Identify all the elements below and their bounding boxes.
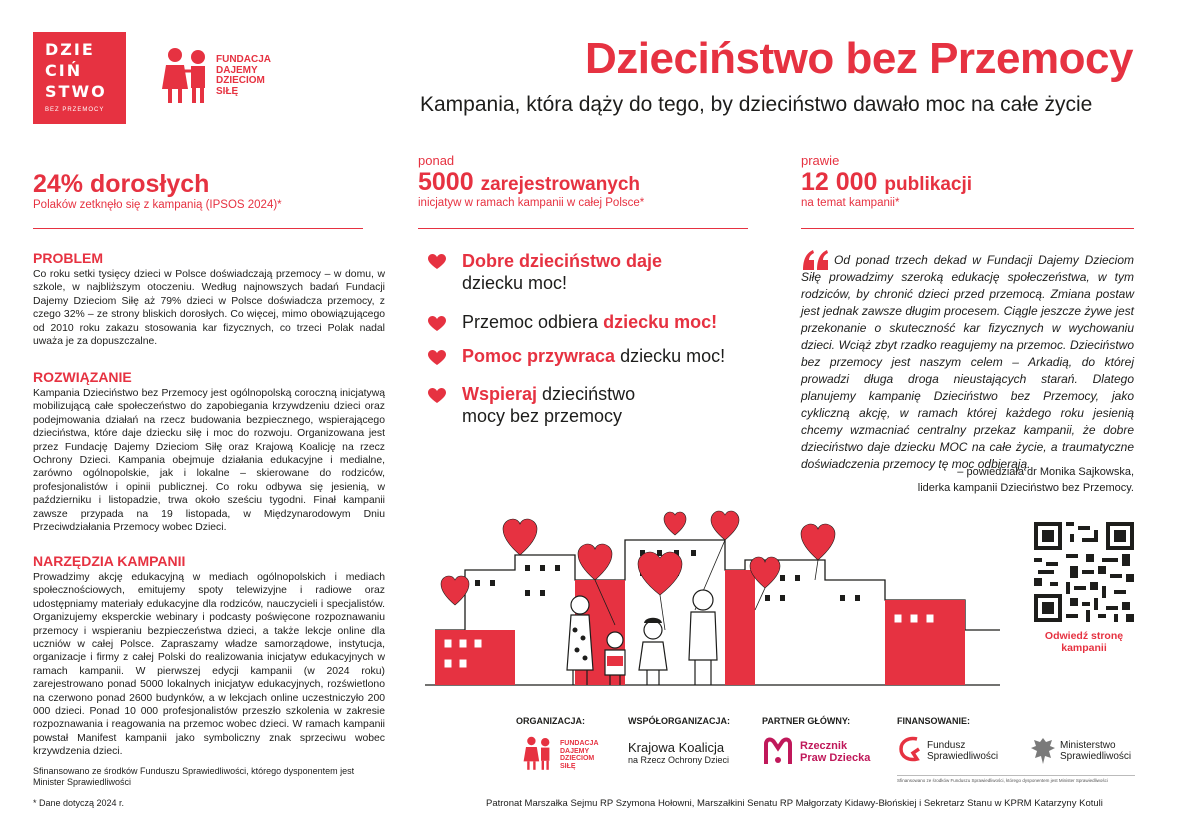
- funding-note: Sfinansowano ze środków Funduszu Sprawiedliwości, którego dysponentem jest Minister Sprawiedliwości: [33, 766, 355, 787]
- qr-caption[interactable]: Odwiedź stronę kampanii: [1044, 630, 1124, 654]
- heart-icon: [428, 388, 446, 404]
- logo-line-1: DZIE: [45, 40, 95, 59]
- eagle-icon: [1030, 736, 1056, 766]
- divider: [897, 775, 1135, 776]
- tools-heading: NARZĘDZIA KAMPANII: [33, 553, 186, 569]
- footnote: * Dane dotyczą 2024 r.: [33, 798, 125, 808]
- stat-description: na temat kampanii*: [801, 197, 900, 209]
- problem-heading: PROBLEM: [33, 250, 103, 266]
- divider: [801, 228, 1134, 229]
- stat-publications: [801, 153, 1131, 209]
- stat-adults: [33, 170, 363, 211]
- slogan-4: Wspieraj dzieciństwo mocy bez przemocy: [462, 384, 636, 426]
- justice-fund-logo: Fundusz Sprawiedliwości: [897, 736, 1007, 770]
- funding-tiny-note: Sfinansowano ze środków Funduszu Sprawiedliwości, którego dysponentem jest Minister Sprawiedliwości: [897, 778, 1108, 783]
- page-title: Dzieciństwo bez Przemocy: [585, 34, 1133, 83]
- stat-prefix: ponad: [418, 153, 455, 168]
- children-icon: [520, 735, 556, 771]
- funding-label: FINANSOWANIE:: [897, 716, 970, 726]
- heart-icon: [428, 316, 446, 332]
- qr-code[interactable]: [1034, 522, 1134, 622]
- organizer-label: ORGANIZACJA:: [516, 716, 585, 726]
- quote-author: – powiedziała dr Monika Sajkowska, liderka kampanii Dzieciństwo bez Przemocy.: [917, 466, 1134, 494]
- organizer-logo: FUNDACJA DAJEMY DZIECIOM SIŁĘ: [520, 735, 610, 771]
- coorganizer-label: WSPÓŁORGANIZACJA:: [628, 716, 730, 726]
- stat-unit: zarejestrowanych: [480, 174, 641, 195]
- stat-description: inicjatyw w ramach kampanii w całej Polsce*: [418, 197, 645, 209]
- logo-line-2: CIŃ: [45, 61, 83, 80]
- heart-icon: [428, 254, 446, 270]
- stat-description: Polaków zetknęło się z kampanią (IPSOS 2024)*: [33, 199, 282, 211]
- ministry-logo: Ministerstwo Sprawiedliwości: [1030, 736, 1135, 770]
- page-subtitle: Kampania, która dąży do tego, by dzieciństwo dawało moc na całe życie: [420, 93, 1093, 116]
- stat-prefix: prawie: [801, 153, 840, 168]
- divider: [418, 228, 748, 229]
- logo-line-3: STWO: [45, 82, 107, 101]
- logo-line-4: BEZ PRZEMOCY: [45, 107, 105, 113]
- stat-value: 24% dorosłych: [33, 170, 210, 198]
- stat-unit: publikacji: [884, 174, 973, 195]
- foundation-logo: [158, 45, 308, 105]
- tools-text: Prowadzimy akcję edukacyjną w mediach ogólnopolskich i mediach społecznościowych, emitujemy spoty telewizyjne i radiowe oraz udostępniamy materiały edukacyjne dla rodziców, nauczycieli i specjalistów. Organizujemy eksperckie webinary i podcasty poświęcone rozpoznawaniu przemocy i wspieraniu bezpieczeństwa dzieci, a także lekcje online dla uczniów w całej Polsce. Zapraszamy władze samorządowe, instytucja, organizacje i firmy z całej Polski do realizowania inicjatyw edukacyjnych w ramach kampanii. W pierwszej edycji kampanii (w 2024 roku) zarejestrowano ponad 5000 lokalnych inicjatyw edukacyjnych, rozświetlono na czerwono ponad 2600 budynków, a w lekcjach online uczestniczyło 200 000 dzieci. Ponad 10 000 profesjonalistów przeszło szkolenia w zakresie rozpoznawania i reagowania na przemoc wobec dzieci. W ramach kampanii powstał Manifest kampanii jako symboliczny znak sprzeciwu wobec krzywdzenia dzieci.: [33, 572, 385, 758]
- solution-heading: ROZWIĄZANIE: [33, 369, 132, 385]
- stat-initiatives: [418, 153, 748, 209]
- slogan-2: Przemoc odbiera dziecku moc!: [462, 312, 718, 332]
- stat-value: 5000: [418, 168, 474, 196]
- slogan-1: Dobre dzieciństwo daje dziecku moc!: [462, 251, 663, 293]
- quote-text: Od ponad trzech dekad w Fundacji Dajemy Dzieciom Siłę prowadzimy szeroką edukację społeczeństwa, w tym rodziców, by chronić dzieci przed przemocą. Zmiana postaw jest jednak zawsze długim procesem. Ciągle jeszcze żywe jest przekonanie o skuteczność kar fizycznych w wychowaniu dzieci. Wciąż zbyt rzadko reagujemy na przemoc. Dzieciństwo bez przemocy jest naszym celem – Arkadią, do której prowadzi długa droga nieustających starań. Dlatego planujemy kampanię Dzieciństwo bez Przemocy, jako cykliczną akcję, w ramach której każdego roku jesienią chcemy wzmacniać centralny przekaz kampanii, że dobre dzieciństwo daje dziecku MOC na całe życie, a traumatyczne doświadczenia przemocy tę moc odbierają.: [801, 253, 1134, 471]
- foundation-name: FUNDACJA DAJEMY DZIECIOM SIŁĘ: [216, 54, 271, 97]
- city-illustration: [425, 480, 1005, 695]
- campaign-logo: [33, 32, 126, 124]
- coorganizer-logo: Krajowa Koalicja na Rzecz Ochrony Dzieci: [628, 740, 730, 765]
- solution-text: Kampania Dzieciństwo bez Przemocy jest ogólnopolską coroczną inicjatywą mobilizującą całe społeczeństwo do zapobiegania krzywdzeniu dzieci oraz podejmowania działań na rzecz budowania bezpiecznego, wspierającego dzieciństwa, które daje dziecku siłę i moc do rozwoju. Organizowana jest przez Fundację Dajemy Dzieciom Siłę oraz Krajową Koalicję na rzecz Ochrony Dzieci. Kampania obejmuje działania edukacyjne i medialne, zarówno ogólnopolskie, jak i lokalne – skierowane do rodziców, profesjonalistów i opinii publicznej. Co roku odbywa się jesienią, w październiku i listopadzie, trwa około sześciu tygodni. Finał kampanii zawsze przypada na 19 listopada, w Międzynarodowym Dniu Przeciwdziałania Przemocy wobec Dzieci.: [33, 388, 385, 534]
- fund-icon: [897, 736, 923, 764]
- stat-value: 12 000: [801, 168, 878, 196]
- slogan-3: Pomoc przywraca dziecku moc!: [462, 346, 726, 366]
- ombudsman-icon: [762, 736, 794, 766]
- partner-logo: Rzecznik Praw Dziecka: [762, 736, 882, 768]
- heart-icon: [428, 350, 446, 366]
- patronage-note: Patronat Marszałka Sejmu RP Szymona Hołowni, Marszałkini Senatu RP Małgorzaty Kidawy-Błońskiej i Sekretarz Stanu w KPRM Katarzyny Kotuli: [486, 798, 1103, 809]
- children-icon: [158, 45, 214, 105]
- partner-label: PARTNER GŁÓWNY:: [762, 716, 851, 726]
- problem-text: Co roku setki tysięcy dzieci w Polsce doświadczają przemocy – w domu, w szkole, w najbliższym otoczeniu. Według najnowszych badań Fundacji Dajemy Dzieciom Siłę aż 79% dzieci w Polsce doświadcza przemocy, z czego 32% – ze strony bliskich dorosłych. Co więcej, mimo obowiązującego od 2010 roku zakazu stosowania kar fizycznych, co trzeci Polak nadal uważa je za dopuszczalne.: [33, 269, 385, 348]
- divider: [33, 228, 363, 229]
